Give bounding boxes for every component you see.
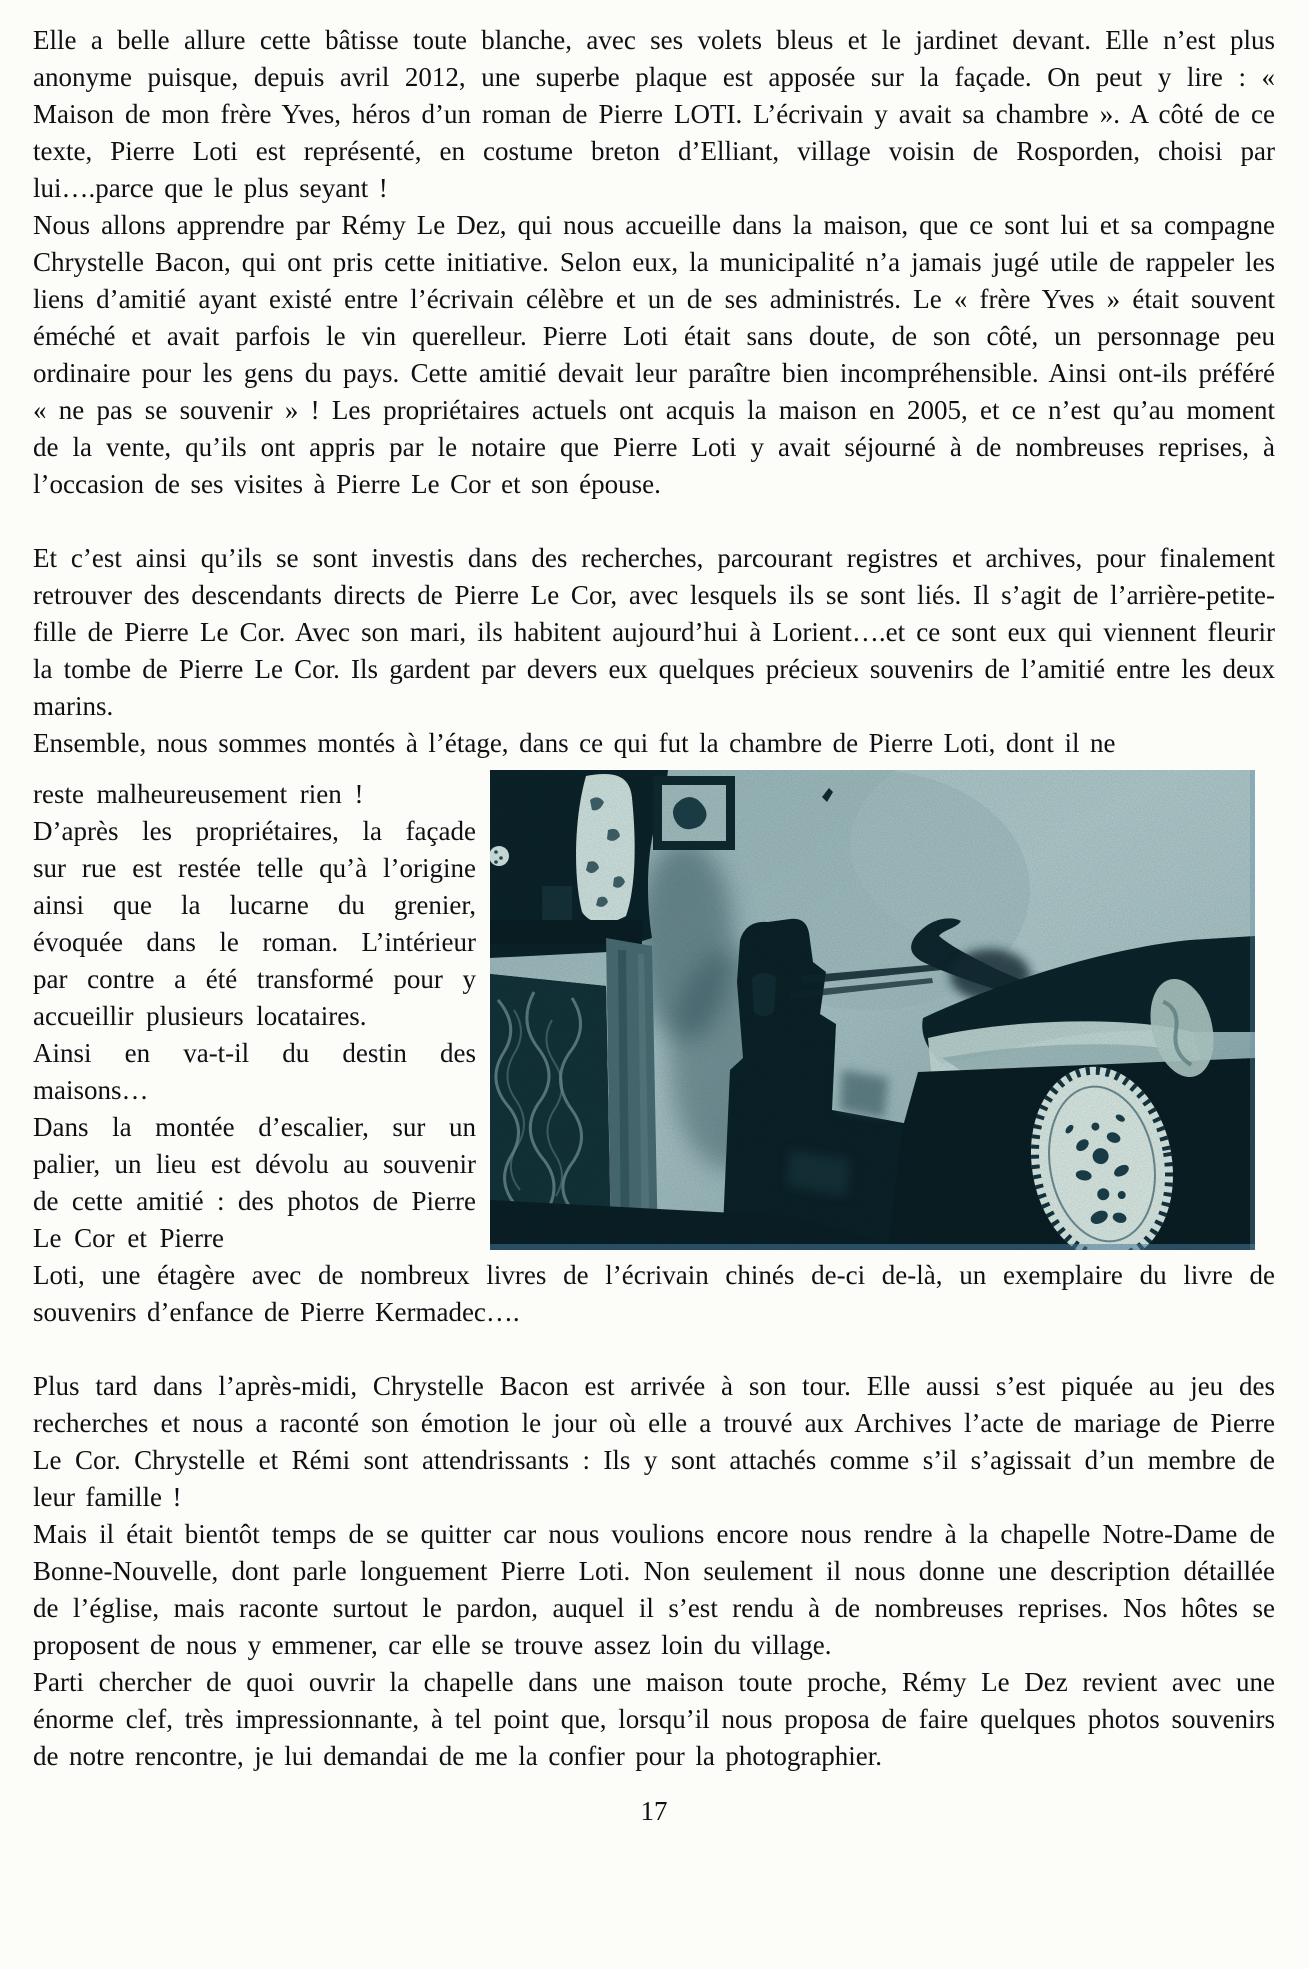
paragraph-recherches: Et c’est ainsi qu’ils se sont investis dans des recherches, parcourant registres et archives, pour finalement retrouver des descendants directs de Pierre Le Cor, avec lesquels ils se sont liés. Il s’agit de l’arrière-petite-fille de Pierre Le Cor. Avec son mari, ils habitent aujourd’hui à Lorient….et ce sont eux qui viennent fleurir la tombe de Pierre Le Cor. Ils gardent par devers eux quelques précieux souvenirs de l’amitié entre les deux marins. — [33, 543, 1275, 721]
page-number: 17 — [640, 1796, 668, 1826]
side-paragraph-destin: Ainsi en va-t-il du destin des maisons… — [33, 1038, 476, 1105]
paragraph-ensemble-lead: Ensemble, nous sommes montés à l’étage, dans ce qui fut la chambre de Pierre Loti, dont il ne — [33, 728, 1116, 758]
paragraph-gap — [33, 503, 1275, 540]
photo-text-row — [33, 762, 1275, 1257]
paragraph-nous-allons: Nous allons apprendre par Rémy Le Dez, qui nous accueille dans la maison, que ce sont lui et sa compagne Chrystelle Bacon, qui ont pris cette initiative. Selon eux, la municipalité n’a jamais jugé utile de rappeler les liens d’amitié ayant existé entre l’écrivain célèbre et un de ses administrés. Le « frère Yves » était souvent éméché et avait parfois le vin querelleur. Pierre Loti était sans doute, de son côté, un personnage peu ordinaire pour les gens du pays. Cette amitié devait leur paraître bien incompréhensible. Ainsi ont-ils préféré « ne pas se souvenir » ! Les propriétaires actuels ont acquis la maison en 2005, et ce n’est qu’au moment de la vente, qu’ils ont appris par le notaire que Pierre Loti y avait séjourné à de nombreuses reprises, à l’occasion de ses visites à Pierre Le Cor et son épouse. — [33, 210, 1275, 499]
paragraph-intro: Elle a belle allure cette bâtisse toute blanche, avec ses volets bleus et le jardinet devant. Elle n’est plus anonyme puisque, depuis avril 2012, une superbe plaque est apposée sur la façade. On peut y lire : « Maison de mon frère Yves, héros d’un roman de Pierre LOTI. L’écrivain y avait sa chambre ». A côté de ce texte, Pierre Loti est représenté, en costume breton d’Elliant, village voisin de Rosporden, choisi par lui….parce que le plus seyant ! — [33, 25, 1275, 203]
side-paragraph-facade: D’après les propriétaires, la façade sur rue est restée telle qu’à l’origine ainsi que la lucarne du grenier, évoquée dans le roman. L’intérieur par contre a été transformé pour y accueillir plusieurs locataires. — [33, 816, 476, 1031]
paragraph-etagere: Loti, une étagère avec de nombreux livres de l’écrivain chinés de-ci de-là, un exemplaire du livre de souvenirs d’enfance de Pierre Kermadec…. — [33, 1260, 1275, 1327]
paragraph-chapelle: Mais il était bientôt temps de se quitter car nous voulions encore nous rendre à la chapelle Notre-Dame de Bonne-Nouvelle, dont parle longuement Pierre Loti. Non seulement il nous donne une description détaillée de l’église, mais raconte surtout le pardon, auquel il s’est rendu à de nombreuses reprises. Nos hôtes se proposent de nous y emmener, car elle se trouve assez loin du village. — [33, 1519, 1275, 1660]
photo-side-text — [33, 762, 490, 1257]
room-photo — [490, 770, 1255, 1250]
room-photo-illustration — [490, 770, 1255, 1250]
paragraph-clef: Parti chercher de quoi ouvrir la chapelle dans une maison toute proche, Rémy Le Dez revient avec une énorme clef, très impressionnante, à tel point que, lorsqu’il nous proposa de faire quelques photos souvenirs de notre rencontre, je lui demandai de me la confier pour la photographier. — [33, 1667, 1275, 1771]
paragraph-plus-tard: Plus tard dans l’après-midi, Chrystelle Bacon est arrivée à son tour. Elle aussi s’est piquée au jeu des recherches et nous a raconté son émotion le jour où elle a trouvé aux Archives l’acte de mariage de Pierre Le Cor. Chrystelle et Rémi sont attendrissants : Ils y sont attachés comme s’il s’agissait d’un membre de leur famille ! — [33, 1371, 1275, 1512]
side-paragraph-escalier: Dans la montée d’escalier, sur un palier, un lieu est dévolu au souvenir de cette amitié : des photos de Pierre Le Cor et Pierre — [33, 1112, 476, 1253]
side-paragraph-reste: reste malheureusement rien ! — [33, 779, 364, 809]
paragraph-gap — [33, 1331, 1275, 1368]
